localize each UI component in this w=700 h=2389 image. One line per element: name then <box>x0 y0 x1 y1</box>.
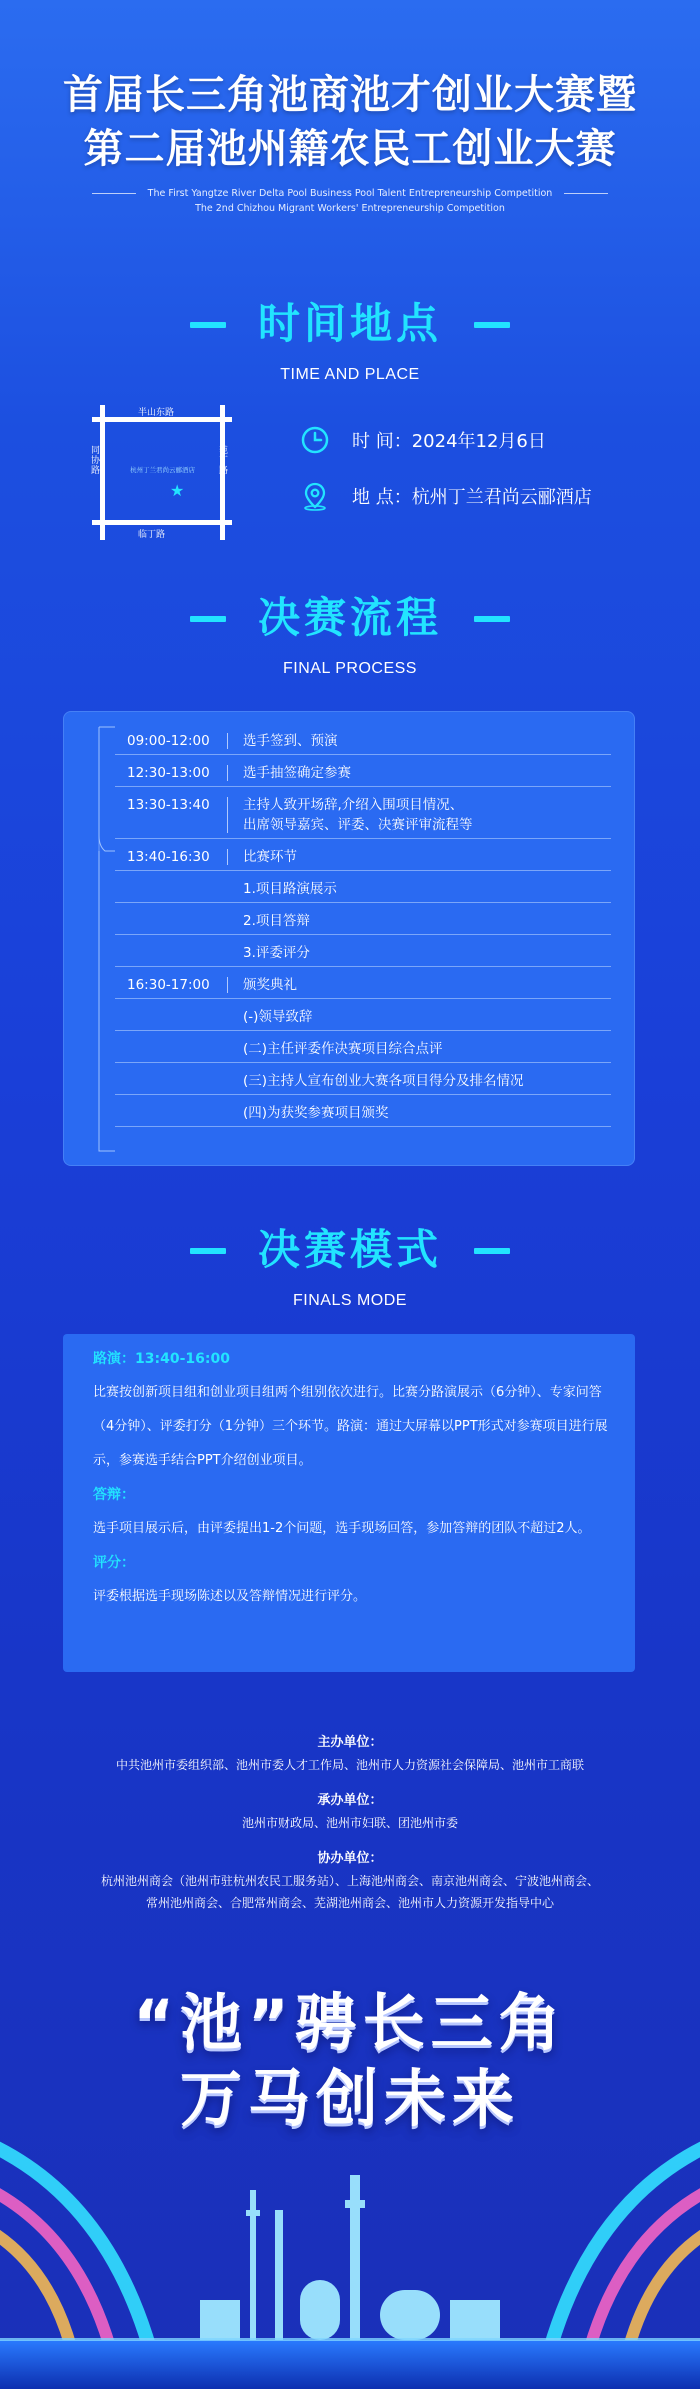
undertake-list: 池州市财政局、池州市妇联、团池州市委 <box>241 1816 458 1830</box>
process-row-text <box>243 1039 443 1059</box>
process-row-line: 比赛环节 <box>243 849 297 865</box>
slogan-line-1: “池”骋长三角 <box>133 1986 567 2059</box>
venue-star-icon: ★ <box>170 481 185 500</box>
process-row <box>115 939 611 967</box>
process-row-time: 13:40-16:30 <box>127 849 210 865</box>
co-list-line-1: 杭州池州商会（池州市驻杭州农民工服务站）、上海池州商会、南京池州商会、宁波池州商会、 <box>100 1874 599 1888</box>
process-row-line: (二)主任评委作决赛项目综合点评 <box>243 1041 443 1057</box>
process-row-time: 12:30-13:00 <box>127 765 210 781</box>
process-row-line: 颁奖典礼 <box>243 977 297 993</box>
co-heading: 协办单位： <box>317 1851 383 1866</box>
mode-content <box>93 1342 613 1614</box>
process-row <box>115 1099 611 1127</box>
time-text: 时 间：2024年12月6日 <box>352 431 546 452</box>
roadshow-heading: 路演：13:40-16:00 <box>93 1351 230 1367</box>
process-row-line: 1.项目路演展示 <box>243 881 337 897</box>
section-title: 时间地点 <box>257 299 442 348</box>
english-subtitle-line-1: The First Yangtze River Delta Pool Business Pool Talent Entrepreneurship Competition <box>147 188 553 199</box>
map-label-top: 半山东路 <box>138 408 175 418</box>
english-subtitle-line-2: The 2nd Chizhou Migrant Workers' Entrepreneurship Competition <box>195 203 505 214</box>
process-row-divider <box>227 849 228 865</box>
process-row <box>115 1035 611 1063</box>
process-row-text <box>243 1103 389 1123</box>
section-subtitle: FINAL PROCESS <box>283 660 417 677</box>
clock-icon <box>300 425 330 455</box>
section-time-place-heading <box>0 296 700 384</box>
venue-map <box>89 405 232 540</box>
process-row-text <box>243 911 310 931</box>
process-row-text <box>243 847 297 867</box>
section-process-heading <box>0 590 700 678</box>
mode-panel <box>63 1334 635 1672</box>
english-subtitle <box>0 186 700 216</box>
process-row <box>115 875 611 903</box>
heading-dash-left <box>190 322 226 328</box>
defense-heading: 答辩： <box>93 1487 135 1503</box>
process-row-text <box>243 731 338 751</box>
process-row-line: 3.评委评分 <box>243 945 310 961</box>
section-subtitle: FINALS MODE <box>293 1292 407 1309</box>
heading-dash-left <box>190 1248 226 1254</box>
heading-dash-right <box>474 322 510 328</box>
host-heading: 主办单位： <box>317 1735 383 1750</box>
section-title: 决赛模式 <box>257 1225 442 1274</box>
section-title: 决赛流程 <box>257 593 442 642</box>
process-row-text <box>243 975 297 995</box>
info-place <box>300 481 592 511</box>
section-mode-heading <box>0 1222 700 1310</box>
heading-dash-right <box>474 1248 510 1254</box>
process-row-line: (-)领导致辞 <box>243 1009 313 1025</box>
process-panel <box>63 711 635 1166</box>
slogan <box>0 1985 700 2137</box>
process-row-text <box>243 763 351 783</box>
title-line-1: 首届长三角池商池才创业大赛暨 <box>63 72 637 118</box>
process-row-time: 09:00-12:00 <box>127 733 210 749</box>
location-pin-icon <box>300 481 330 511</box>
process-row-text <box>243 1007 312 1027</box>
process-row <box>115 791 611 839</box>
process-row-divider <box>227 765 228 781</box>
title-line-2: 第二届池州籍农民工创业大赛 <box>83 126 617 172</box>
co-list-line-2: 常州池州商会、合肥常州商会、芜湖池州商会、池州市人力资源开发指导中心 <box>145 1896 554 1910</box>
score-heading: 评分： <box>93 1555 135 1571</box>
process-row <box>115 727 611 755</box>
organizers <box>0 1732 700 1914</box>
section-subtitle: TIME AND PLACE <box>280 366 420 383</box>
process-row <box>115 971 611 999</box>
heading-dash-right <box>474 616 510 622</box>
process-row-line: (四)为获奖参赛项目颁奖 <box>243 1105 389 1121</box>
poster-title <box>0 68 700 176</box>
map-label-right: 范丁路 <box>217 445 227 475</box>
process-row-line: 2.项目答辩 <box>243 913 310 929</box>
road-bottom <box>92 520 232 525</box>
process-row-divider <box>227 733 228 749</box>
process-row-time: 13:30-13:40 <box>127 797 210 813</box>
map-label-bottom: 临丁路 <box>138 530 166 540</box>
info-time <box>300 425 546 455</box>
map-venue-label: 杭州丁兰君尚云郦酒店 <box>130 466 195 474</box>
process-row-line: 选手签到、预演 <box>243 733 338 749</box>
process-row-time: 16:30-17:00 <box>127 977 210 993</box>
defense-body: 选手项目展示后，由评委提出1-2个问题，选手现场回答，参加答辩的团队不超过2人。 <box>93 1521 591 1536</box>
score-body: 评委根据选手现场陈述以及答辩情况进行评分。 <box>93 1589 367 1604</box>
undertake-heading: 承办单位： <box>317 1793 383 1808</box>
process-row <box>115 843 611 871</box>
process-row-text <box>243 879 337 899</box>
heading-dash-left <box>190 616 226 622</box>
slogan-line-2: 万马创未来 <box>179 2062 520 2135</box>
roadshow-body: 比赛按创新项目组和创业项目组两个组别依次进行。比赛分路演展示（6分钟）、专家问答（4分钟）、评委打分（1分钟）三个环节。路演：通过大屏幕以PPT形式对参赛项目进行展示，参赛选手结合PPT介绍创业项目。 <box>93 1385 608 1468</box>
process-row <box>115 1067 611 1095</box>
map-label-left: 同协路 <box>89 445 99 475</box>
process-row-line: (三)主持人宣布创业大赛各项目得分及排名情况 <box>243 1073 524 1089</box>
process-row-text <box>243 795 473 835</box>
process-row-line: 选手抽签确定参赛 <box>243 765 351 781</box>
process-row <box>115 907 611 935</box>
process-row <box>115 1003 611 1031</box>
process-row-divider <box>227 797 228 833</box>
process-row-text <box>243 1071 524 1091</box>
process-row <box>115 759 611 787</box>
process-row-text <box>243 943 310 963</box>
host-list: 中共池州市委组织部、池州市委人才工作局、池州市人力资源社会保障局、池州市工商联 <box>115 1758 584 1772</box>
process-row-divider <box>227 977 228 993</box>
process-row-line: 主持人致开场辞,介绍入围项目情况、 <box>243 797 464 813</box>
process-row-line: 出席领导嘉宾、评委、决赛评审流程等 <box>243 817 473 833</box>
place-text: 地 点：杭州丁兰君尚云郦酒店 <box>352 487 592 508</box>
